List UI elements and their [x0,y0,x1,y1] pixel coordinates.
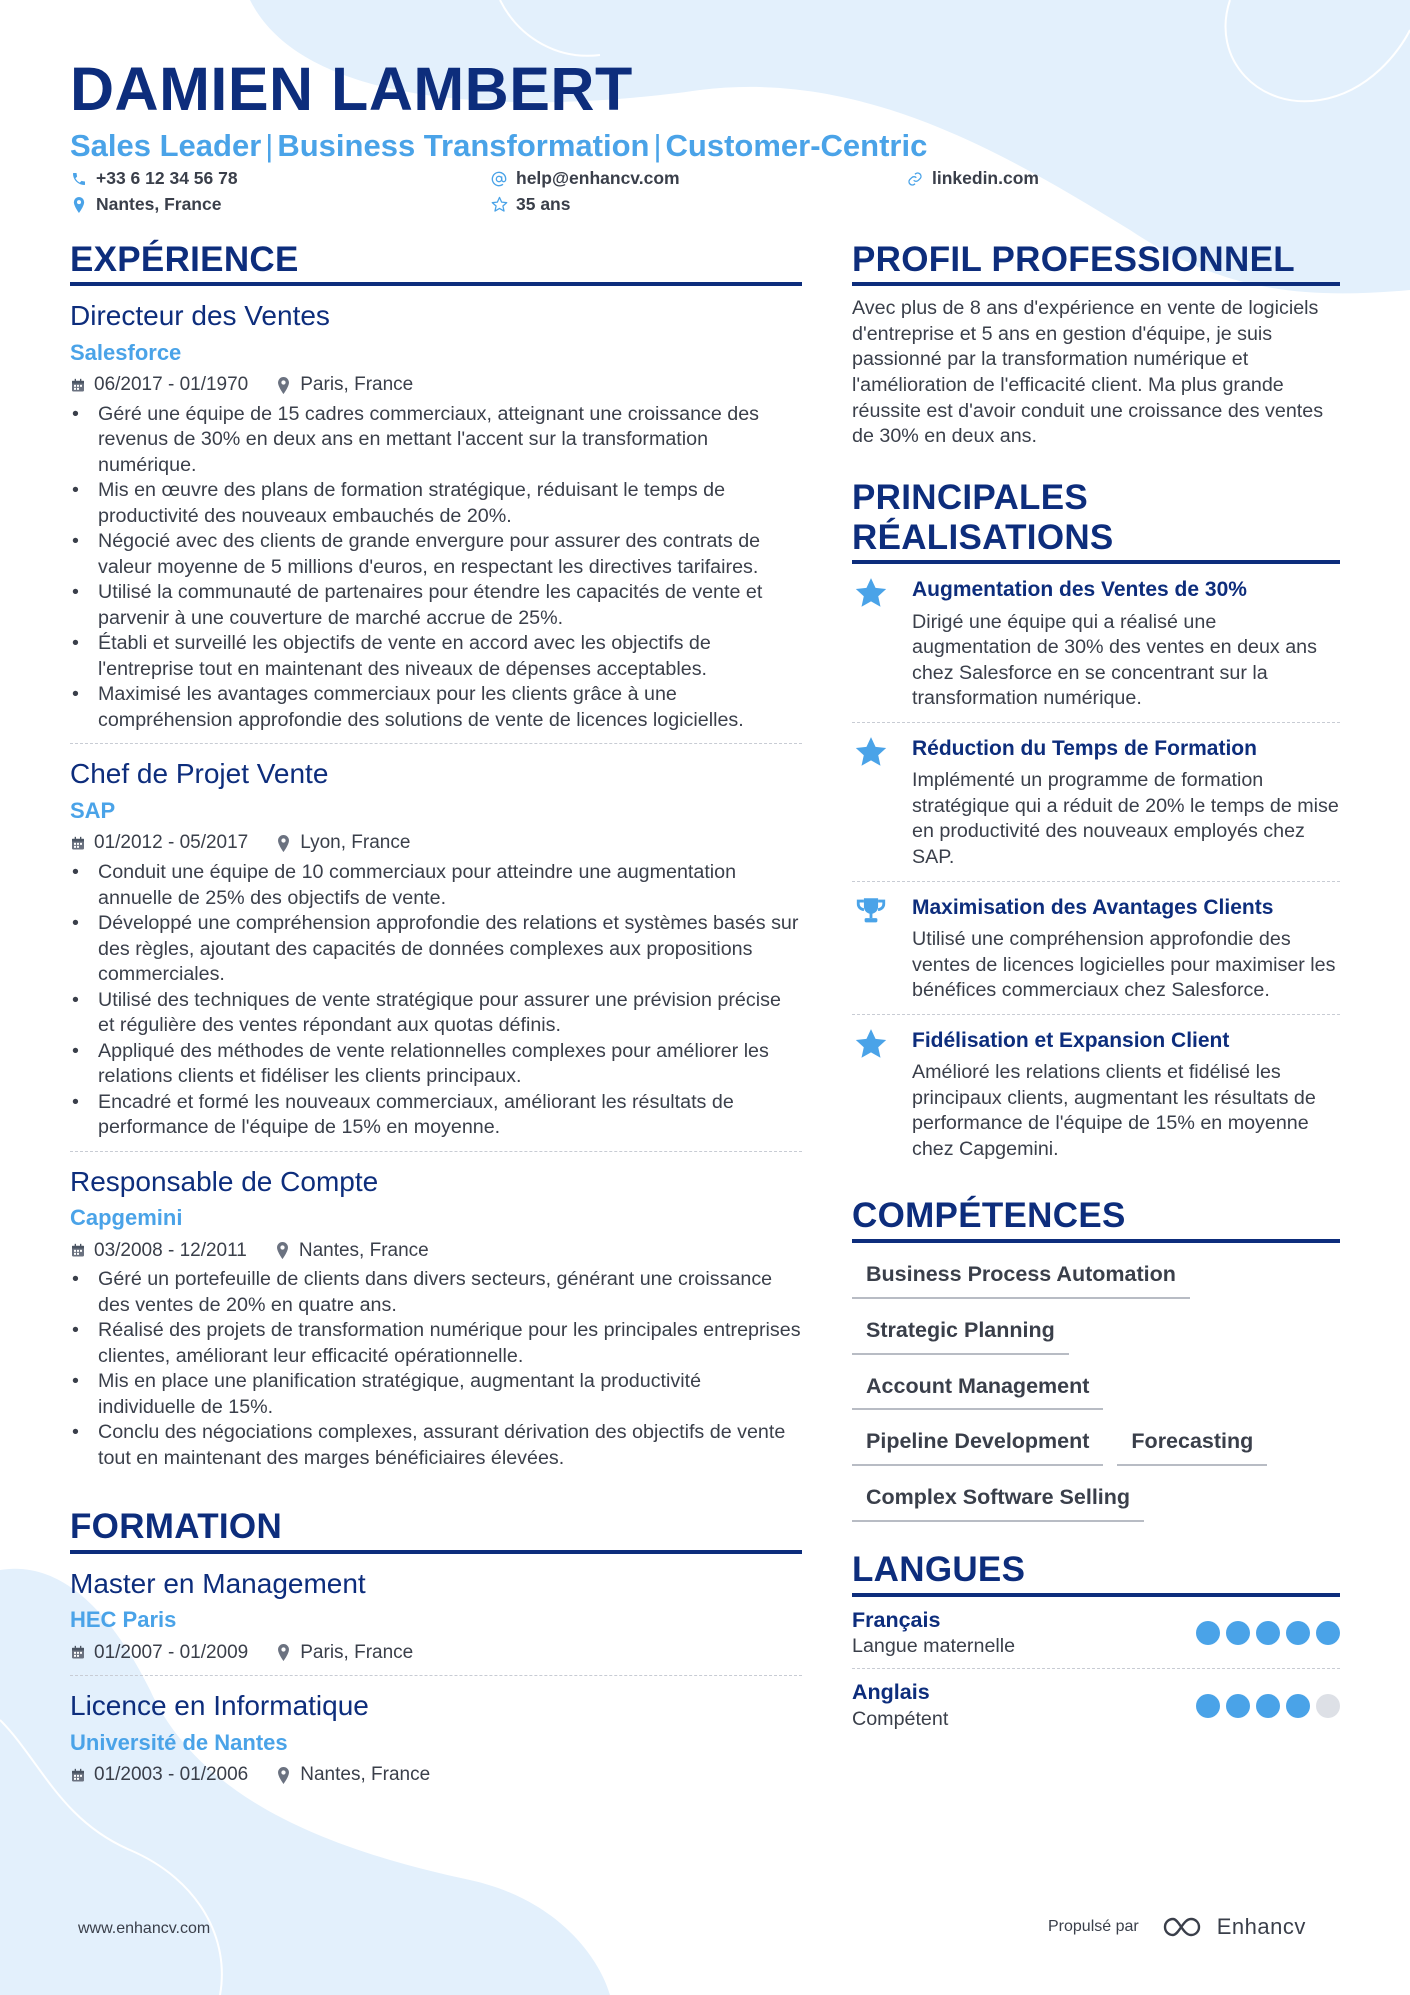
language-name: Anglais [852,1680,930,1705]
education-entry [70,1688,802,1798]
achievement-description: Amélioré les relations clients et fidélisé les principaux clients, augmentant les résultats de performance de l'équipe de 15% en moyenne chez Capgemini. [912,1061,1316,1160]
language-rating [1190,1694,1340,1718]
meta-row [70,831,802,856]
location: Paris, France [300,374,414,396]
achievement-description: Dirigé une équipe qui a réalisé une augmentation de 30% des ventes en deux ans chez Salesforce en se concentrant sur la transformation numérique. [912,610,1317,710]
bullet-point: • Utilisé la communauté de partenaires pour étendre les capacités de vente et parvenir à une couverture de marché accrue de 25%. [70,580,802,631]
phone-icon [70,170,88,188]
achievement-entry [852,564,1340,723]
date-range: 03/2008 - 12/2011 [94,1239,247,1261]
headline-part: Business Transformation [277,128,650,163]
meta-row [70,1239,802,1264]
location-pin-icon [275,1242,292,1259]
rating-dot [1196,1694,1220,1718]
bullet-point: • Géré un portefeuille de clients dans divers secteurs, générant une croissance des ventes de 20% en quatre ans. [70,1267,802,1318]
enhancv-logo-icon [1161,1915,1207,1939]
right-column [852,240,1340,1741]
meta-row [70,1641,802,1666]
profile-summary: Avec plus de 8 ans d'expérience en vente de logiciels d'entreprise et 5 ans en gestion d'équipe, je suis passionné par la transformation numérique et l'amélioration de l'efficacité client. Ma plus grande réussite est d'avoir conduit une croissance des ventes de 30% en deux ans. [852,297,1324,448]
achievement-entry [852,723,1340,882]
experience-list [70,298,802,1481]
achievement-title: Réduction du Temps de Formation [912,736,1257,760]
brand-name: Enhancv [1216,1914,1306,1939]
job-bullets [70,402,802,734]
job-entry [70,1164,802,1482]
language-name: Français [852,1607,941,1632]
skill-tag: Pipeline Development [852,1424,1103,1466]
job-entry [70,756,802,1151]
bullet-point: • Encadré et formé les nouveaux commerciaux, améliorant les résultats de performance de l'équipe de 15% en moyenne. [70,1090,802,1141]
achievements-title-line: RÉALISATIONS [852,518,1114,558]
location-pin-icon [276,835,293,852]
contact-linkedin[interactable] [906,168,1039,189]
company-name: SAP [70,797,116,823]
achievement-title: Fidélisation et Expansion Client [912,1028,1230,1052]
location-text: Nantes, France [96,194,222,214]
star-icon [852,576,912,612]
bullet-point: • Conduit une équipe de 10 commerciaux pour atteindre une augmentation annuelle de 25% des objectifs de vente. [70,860,802,911]
rating-dot [1286,1621,1310,1645]
bullet-point: • Réalisé des projets de transformation numérique pour les principales entreprises clientes, améliorant leur efficacité opérationnelle. [70,1318,802,1369]
rating-dot [1316,1621,1340,1645]
trophy-icon [852,894,912,930]
bullet-point: • Négocié avec des clients de grande envergure pour assurer des contrats de valeur moyenne de 5 millions d'euros, en respectant les directives tarifaires. [70,529,802,580]
school-name: HEC Paris [70,1606,177,1632]
rating-dot [1316,1694,1340,1718]
skill-tag: Business Process Automation [852,1257,1190,1299]
headline [70,128,927,164]
headline-separator: | [653,128,662,163]
phone-text: +33 6 12 34 56 78 [96,168,238,188]
rating-dot [1256,1694,1280,1718]
date-range: 01/2012 - 05/2017 [94,832,249,854]
skills-section-title: COMPÉTENCES [852,1196,1340,1242]
languages-section-title: LANGUES [852,1550,1340,1596]
job-entry [70,298,802,744]
contact-email[interactable] [490,168,680,189]
rating-dot [1256,1621,1280,1645]
education-entry [70,1566,802,1677]
school-name: Université de Nantes [70,1729,288,1755]
meta-row [70,373,802,398]
achievements-list [852,564,1340,1172]
education-list [70,1566,802,1798]
language-level: Compétent [852,1707,949,1730]
footer-website[interactable]: www.enhancv.com [78,1920,211,1937]
candidate-name: DAMIEN LAMBERT [70,55,633,123]
skills-list [852,1257,1340,1537]
languages-list [852,1597,1340,1741]
bullet-point: • Développé une compréhension approfondie des relations et systèmes basés sur des règles, ajoutant des capacités de données complexes aux propositions commerciales. [70,911,802,988]
at-sign-icon [490,170,508,188]
job-title: Chef de Projet Vente [70,758,329,790]
education-section-title: FORMATION [70,1507,802,1553]
achievement-entry [852,882,1340,1015]
age-text: 35 ans [516,194,571,214]
calendar-icon [70,377,87,394]
bullet-point: • Mis en place une planification stratégique, augmentant la productivité individuelle de 15%. [70,1369,802,1420]
location-pin-icon [276,1644,293,1661]
language-entry [852,1669,1340,1740]
email-text: help@enhancv.com [516,168,680,188]
location: Nantes, France [298,1239,429,1261]
bullet-point: • Géré une équipe de 15 cadres commerciaux, atteignant une croissance des revenus de 30% en deux ans en mettant l'accent sur la transformation numérique. [70,402,802,479]
headline-separator: | [265,128,274,163]
language-level: Langue maternelle [852,1635,1016,1658]
bullet-point: • Utilisé des techniques de vente stratégique pour assurer une prévision précise et régulière des ventes répondant aux quotas définis. [70,988,802,1039]
profile-section-title: PROFIL PROFESSIONNEL [852,240,1340,286]
rating-dot [1196,1621,1220,1645]
skill-tag: Forecasting [1117,1424,1267,1466]
star-icon [852,735,912,771]
bullet-point: • Maximisé les avantages commerciaux pour les clients grâce à une compréhension approfondie des solutions de vente de licences logicielles. [70,682,802,733]
achievement-description: Utilisé une compréhension approfondie des ventes de licences logicielles pour maximiser les bénéfices commerciaux chez Salesforce. [912,927,1336,1002]
experience-section-title: EXPÉRIENCE [70,240,802,286]
bullet-point: • Établi et surveillé les objectifs de vente en accord avec les objectifs de l'entreprise tout en maintenant des niveaux de dépenses acceptables. [70,631,802,682]
bullet-point: • Conclu des négociations complexes, assurant dérivation des objectifs de vente tout en maintenant des marges bénéficiaires élevées. [70,1420,802,1471]
company-name: Salesforce [70,339,182,365]
location: Nantes, France [300,1764,431,1786]
calendar-icon [70,1767,87,1784]
achievement-description: Implémenté un programme de formation stratégique qui a réduit de 20% le temps de mise en productivité des nouveaux employés chez SAP. [912,769,1339,869]
language-rating [1190,1621,1340,1645]
achievement-title: Augmentation des Ventes de 30% [912,578,1247,602]
footer-branding[interactable] [1048,1914,1306,1940]
left-column [70,240,802,1802]
contact-location [70,194,221,215]
bullet-point: • Mis en œuvre des plans de formation stratégique, réduisant le temps de productivité des nouveaux embauchés de 20%. [70,478,802,529]
degree-title: Licence en Informatique [70,1690,369,1722]
date-range: 01/2003 - 01/2006 [94,1764,249,1786]
date-range: 06/2017 - 01/1970 [94,374,249,396]
job-bullets [70,1267,802,1471]
rating-dot [1226,1621,1250,1645]
location-pin-icon [276,377,293,394]
contact-age [490,194,570,215]
degree-title: Master en Management [70,1567,366,1599]
calendar-icon [70,1644,87,1661]
location: Paris, France [300,1641,414,1663]
achievement-title: Maximisation des Avantages Clients [912,895,1274,919]
linkedin-text: linkedin.com [932,168,1039,188]
achievements-section-title [852,478,1340,565]
company-name: Capgemini [70,1204,183,1230]
rating-dot [1226,1694,1250,1718]
language-entry [852,1597,1340,1669]
rating-dot [1286,1694,1310,1718]
location: Lyon, France [300,832,411,854]
location-pin-icon [70,196,88,214]
headline-part: Sales Leader [70,128,262,163]
star-outline-icon [490,196,508,214]
job-title: Directeur des Ventes [70,300,330,332]
calendar-icon [70,1242,87,1259]
headline-part: Customer-Centric [665,128,928,163]
skill-tag: Strategic Planning [852,1313,1069,1355]
meta-row [70,1763,802,1788]
location-pin-icon [276,1767,293,1784]
skill-tag: Account Management [852,1369,1103,1411]
achievement-entry [852,1015,1340,1173]
powered-by-label: Propulsé par [1048,1918,1139,1935]
contact-phone[interactable] [70,168,238,189]
job-title: Responsable de Compte [70,1165,379,1197]
bullet-point: • Appliqué des méthodes de vente relationnelles complexes pour améliorer les relations clients et fidéliser les clients principaux. [70,1039,802,1090]
link-icon [906,170,924,188]
job-bullets [70,860,802,1141]
calendar-icon [70,835,87,852]
date-range: 01/2007 - 01/2009 [94,1641,249,1663]
skill-tag: Complex Software Selling [852,1480,1144,1522]
star-icon [852,1027,912,1063]
achievements-title-line: PRINCIPALES [852,477,1089,517]
